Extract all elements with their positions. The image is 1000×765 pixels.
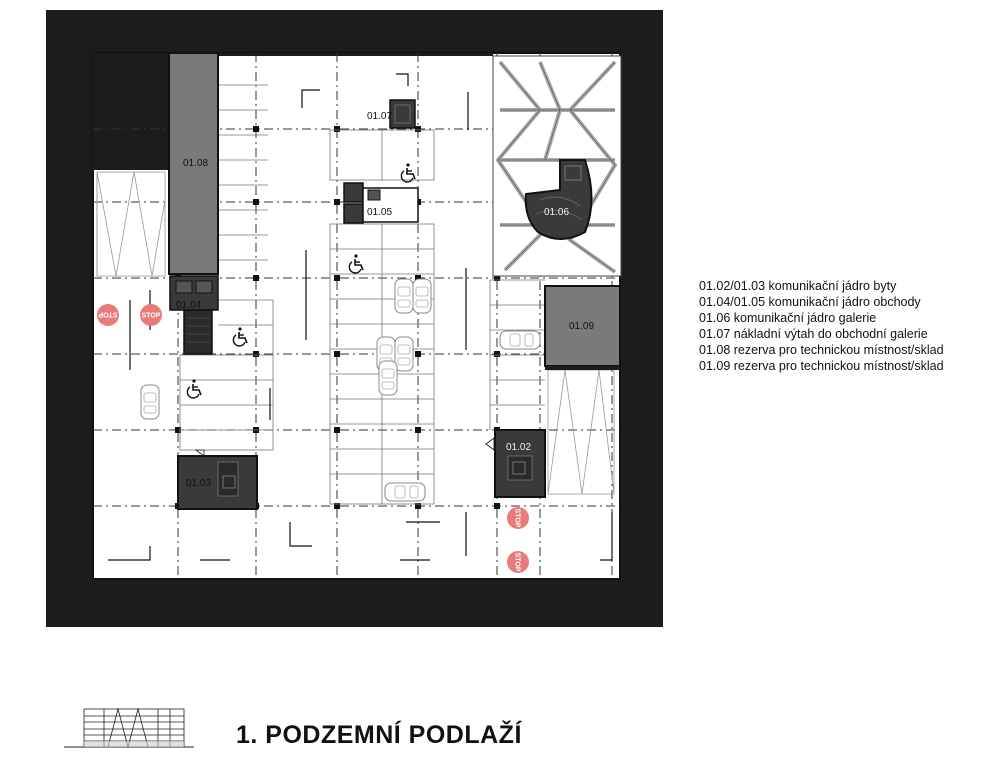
room-label-01-08: 01.08: [183, 158, 209, 169]
legend-item: 01.09 rezerva pro technickou místnost/sklad: [699, 359, 944, 373]
room-label-01-06: 01.06: [544, 207, 570, 218]
car-icon: [379, 361, 397, 395]
svg-text:STOP: STOP: [513, 508, 521, 528]
car-icon: [141, 385, 159, 419]
room-label-01-02: 01.02: [506, 442, 532, 453]
svg-text:STOP: STOP: [98, 310, 118, 318]
car-icon: [395, 337, 413, 371]
legend-item: 01.07 nákladní výtah do obchodní galerie: [699, 327, 928, 341]
car-icon: [385, 483, 425, 501]
car-icon: [413, 279, 431, 313]
room-label-01-03: 01.03: [186, 478, 212, 489]
car-icon: [500, 331, 540, 349]
room-01-06: [493, 56, 621, 276]
stop-sign-icon: [97, 304, 119, 326]
legend-item: 01.04/01.05 komunikační jádro obchody: [699, 295, 921, 309]
room-label-01-09: 01.09: [569, 321, 595, 332]
page-title: 1. PODZEMNÍ PODLAŽÍ: [236, 721, 522, 749]
legend-item: 01.08 rezerva pro technickou místnost/sklad: [699, 343, 944, 357]
wall-block-left: [93, 53, 169, 170]
legend-item: 01.06 komunikační jádro galerie: [699, 311, 877, 325]
stop-sign-icon: [507, 551, 529, 573]
svg-text:STOP: STOP: [141, 312, 161, 320]
room-01-07: [390, 100, 415, 128]
car-icon: [395, 279, 413, 313]
room-01-02: [486, 430, 545, 497]
room-label-01-04: 01.04: [176, 300, 202, 311]
stop-sign-icon: [140, 304, 162, 326]
building-section-icon: [64, 707, 194, 753]
legend-item: 01.02/01.03 komunikační jádro byty: [699, 279, 897, 293]
svg-text:STOP: STOP: [513, 552, 521, 572]
room-label-01-05: 01.05: [367, 207, 393, 218]
legend: [699, 278, 944, 374]
room-label-01-07: 01.07: [367, 111, 393, 122]
stop-sign-icon: [507, 507, 529, 529]
